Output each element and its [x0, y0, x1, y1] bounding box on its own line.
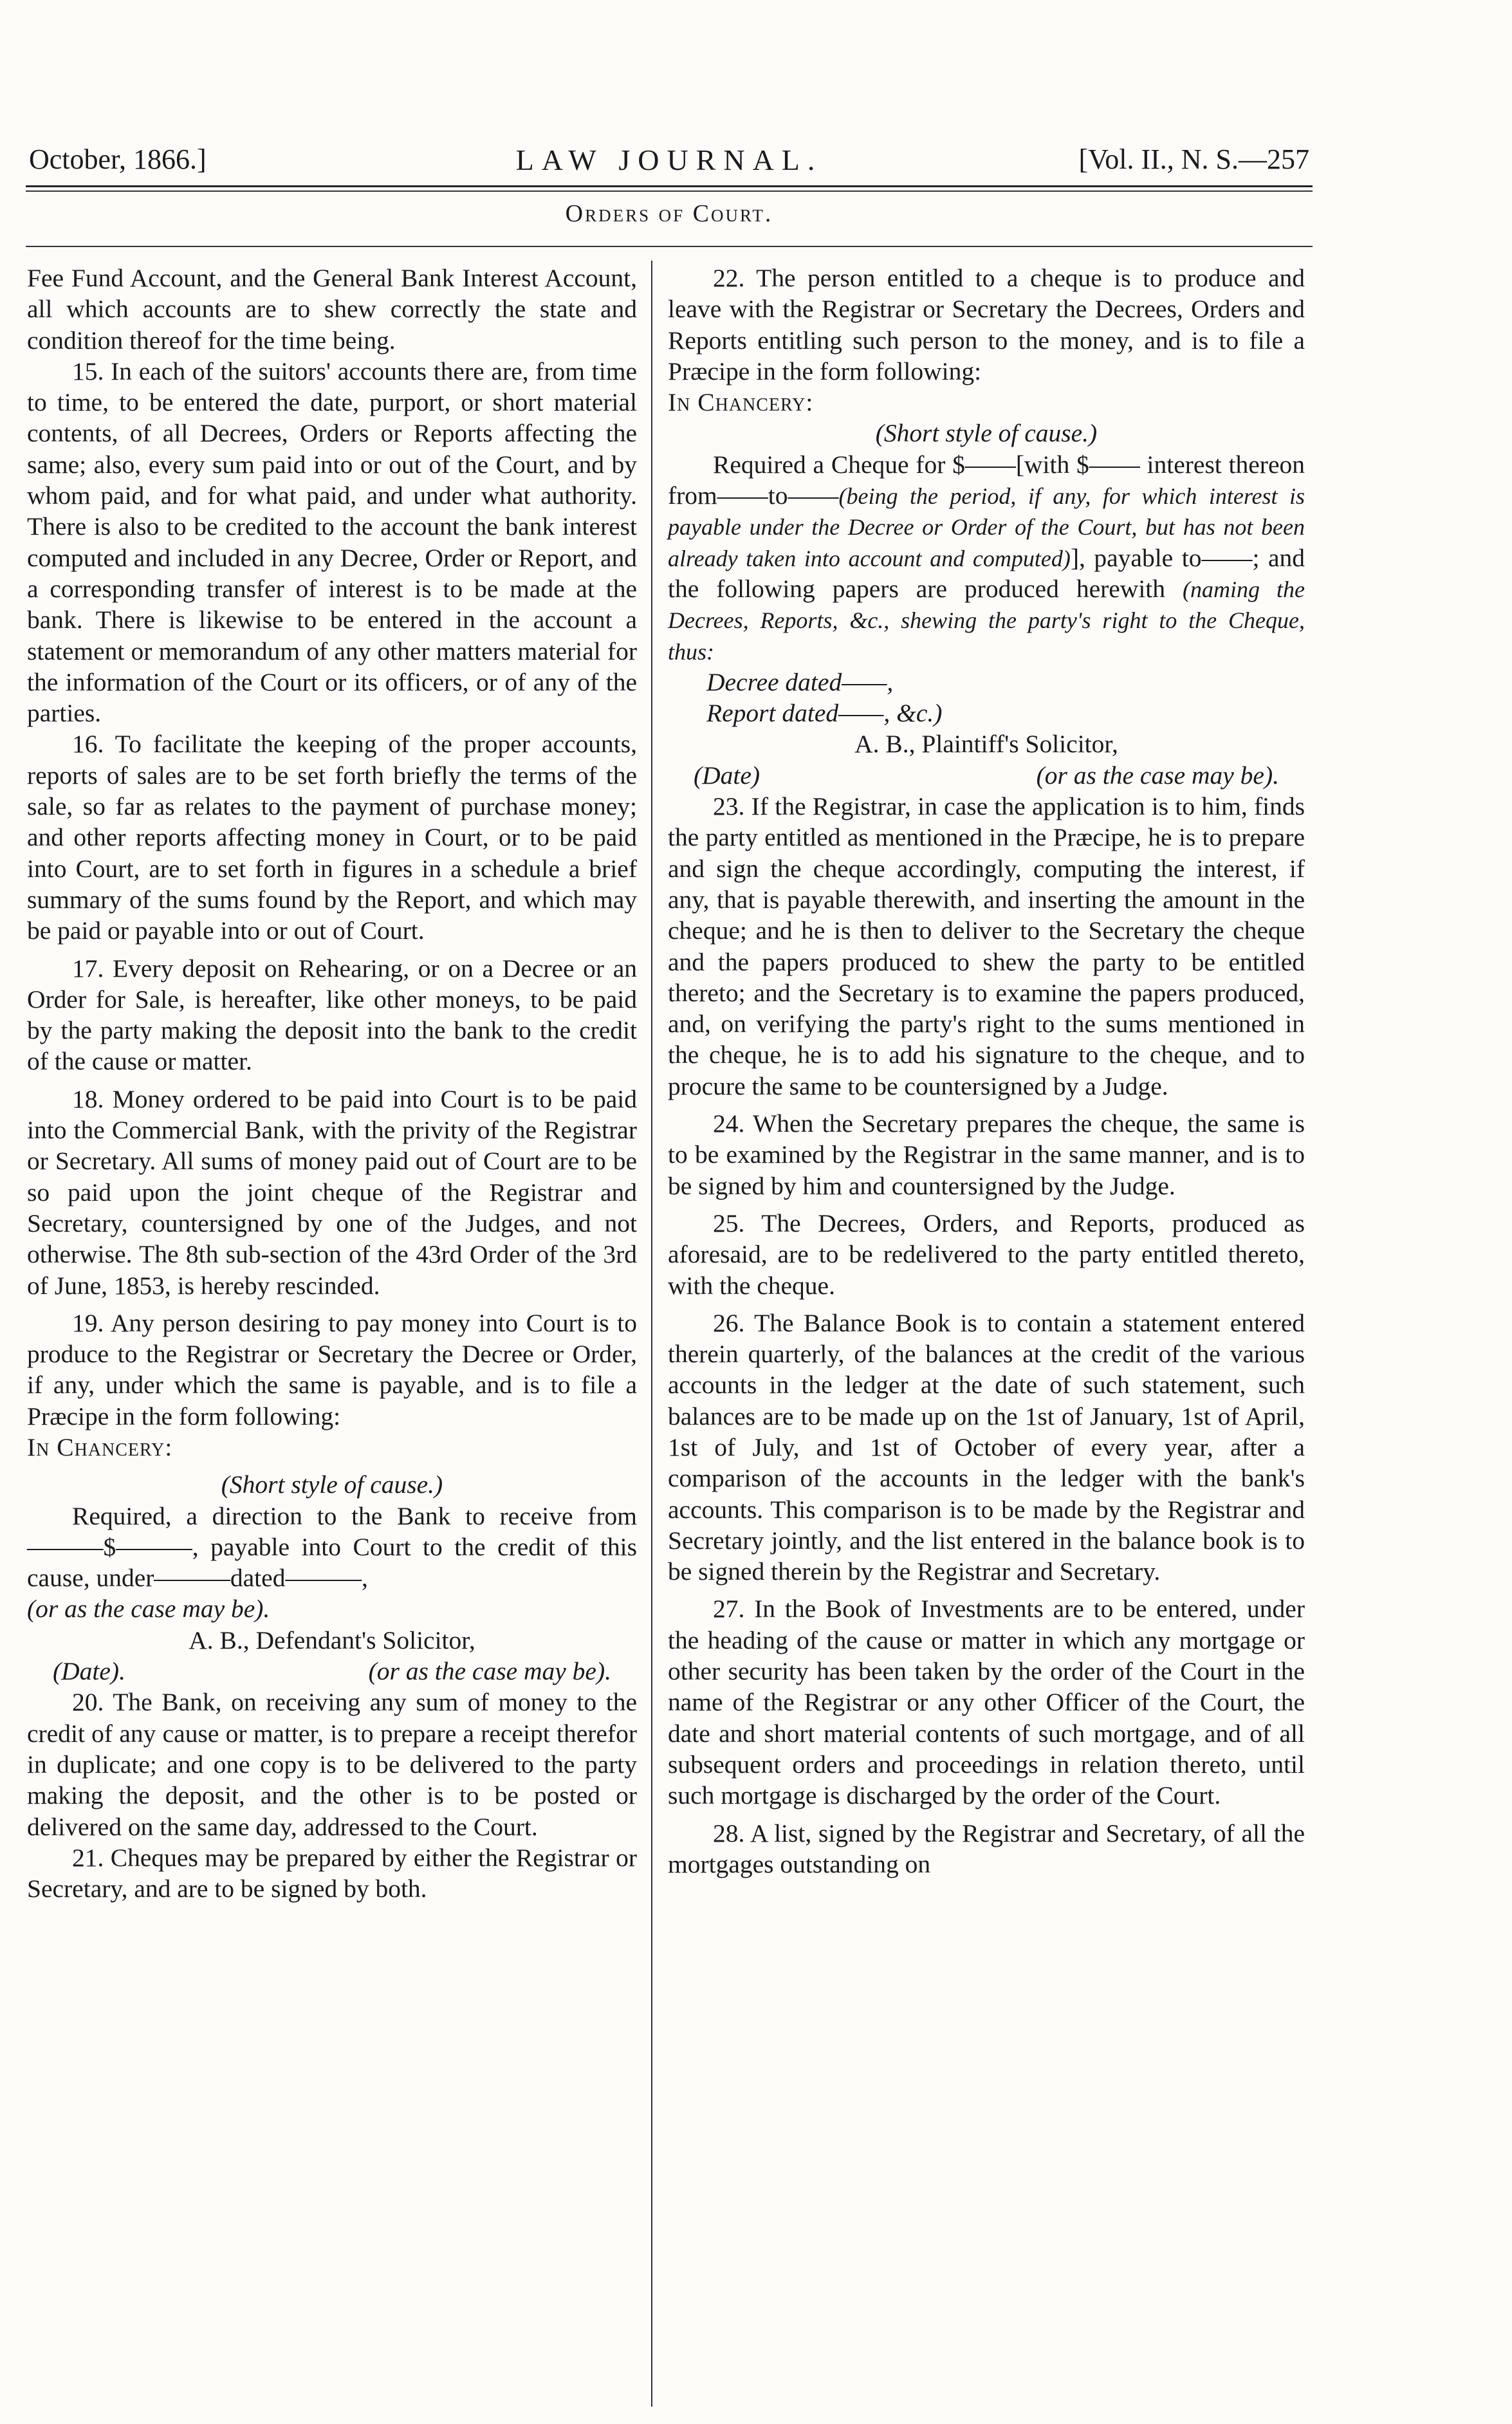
form-heading: In Chancery: — [27, 1432, 173, 1461]
form-note: (or as the case may be). — [27, 1595, 270, 1624]
paragraph-16: 16. To facilitate the keeping of the proper accounts, reports of sales are to be set forth briefly the terms of the sale, so far as relates to the payment of purchase money; and other reports affecting money in Court, or to be paid into Court, are to set forth in figures in a schedule a brief summary of the sums found by the Report, and which may be paid or payable into or out of Court. — [27, 730, 637, 945]
paragraph-23: 23. If the Registrar, in case the application is to him, finds the party entitled as mentioned in the Præcipe, he is to prepare and sign the cheque accordingly, computing the interest, if any, that is payable therewith, and inserting the amount in the cheque; and he is then to deliver to the Secretary the cheque and the papers produced to shew the party to be entitled thereto; and the Secretary is to examine the papers produced, and, on verifying the party's right to the sums mentioned in the cheque, he is to add his signature to the cheque, and to procure the same to be countersigned by a Judge. — [668, 792, 1305, 1100]
section-rule — [26, 246, 1313, 247]
form-decree-line: Decree dated——, — [706, 667, 894, 696]
form-style-of-cause: (Short style of cause.) — [221, 1470, 443, 1499]
paragraph-26: 26. The Balance Book is to contain a statement entered therein quarterly, of the balances at the credit of the various accounts in the ledger at the date of such statement, such balances are to be made up on the 1st of January, 1st of April, 1st of July, and 1st of October of every year, after a comparison of the accounts in the ledger with the bank's accounts. This comparison is to be made by the Registrar and Secretary jointly, and the list entered in the balance book is to be signed therein by the Registrar and Secretary. — [668, 1308, 1305, 1586]
right-column — [668, 263, 1305, 1880]
paragraph-28: 28. A list, signed by the Registrar and Secretary, of all the mortgages outstanding on — [668, 1818, 1305, 1878]
paragraph-21: 21. Cheques may be prepared by either the Registrar or Secretary, and are to be signed by both. — [27, 1843, 637, 1903]
form-body-italic: (being the period, if any, for which interest is payable under the Decree or Order of the Court, but has not been already taken into account and computed) — [668, 483, 1305, 571]
form-body-b: ], payable to——; and the following papers are produced herewith — [668, 543, 1305, 603]
form-body — [668, 449, 1305, 667]
form-date-row — [668, 760, 1305, 791]
form-body-a: Required a Cheque for $——[with $—— interest thereon from——to—— — [668, 450, 1305, 510]
column-divider — [651, 261, 652, 2407]
form-case: (or as the case may be). — [368, 1657, 611, 1686]
header-rule-thin — [26, 190, 1313, 192]
running-head — [29, 143, 1309, 181]
journal-title: LAW JOURNAL. — [515, 143, 823, 176]
paragraph-27: 27. In the Book of Investments are to be entered, under the heading of the cause or matter in which any mortgage or other security has been taken by the order of the Court in the name of the Registrar or any other Officer of the Court, the date and short material contents of such mortgage, and of all subsequent orders and proceedings in relation thereto, until such mortgage is discharged by the order of the Court. — [668, 1595, 1305, 1810]
form-date: (Date) — [694, 761, 761, 790]
form-body-italic2: (naming the Decrees, Reports, &c., shewing the party's right to the Cheque, thus: — [668, 576, 1305, 665]
form-case: (or as the case may be). — [1036, 761, 1279, 790]
issue-date: October, 1866.] — [29, 143, 207, 175]
paragraph-22: 22. The person entitled to a cheque is to produce and leave with the Registrar or Secretary the Decrees, Orders and Reports entitling such person to the money, and is to file a Præcipe in the form following: — [668, 264, 1305, 385]
header-rule — [26, 185, 1313, 187]
form-body: Required, a direction to the Bank to receive from———$———, payable into Court to the credit of this cause, under———dated———, — [27, 1501, 637, 1593]
paragraph-18: 18. Money ordered to be paid into Court is to be paid into the Commercial Bank, with the privity of the Registrar or Secretary. All sums of money paid out of Court are to be so paid upon the joint cheque of the Registrar and Secretary, countersigned by one of the Judges, and not otherwise. The 8th sub-section of the 43rd Order of the 3rd of June, 1853, is hereby rescinded. — [27, 1084, 637, 1300]
form-style-of-cause: (Short style of cause.) — [875, 419, 1098, 448]
paragraph-17: 17. Every deposit on Rehearing, or on a Decree or an Order for Sale, is hereafter, like other moneys, to be paid by the party making the deposit into the bank to the credit of the cause or matter. — [27, 954, 637, 1076]
form-report-line: Report dated——, &c.) — [706, 699, 943, 728]
section-title: Orders of Court. — [565, 200, 773, 227]
paragraph-15: 15. In each of the suitors' accounts there are, from time to time, to be entered the date, purport, or short material contents, of all Decrees, Orders or Reports affecting the same; also, every sum paid into or out of the Court, and by whom paid, and for what paid, and under what authority. There is also to be credited to the account the bank interest computed and included in any Decree, Order or Report, and a corresponding transfer of interest is to be made at the bank. There is likewise to be entered in the account a statement or memorandum of any other matters material for the information of the Court or its officers, or of any of the parties. — [27, 356, 637, 728]
paragraph-24: 24. When the Secretary prepares the cheque, the same is to be examined by the Registrar in the same manner, and is to be signed by him and countersigned by the Judge. — [668, 1109, 1305, 1200]
paragraph-19: 19. Any person desiring to pay money into Court is to produce to the Registrar or Secretary the Decree or Order, if any, under which the same is payable, and is to file a Præcipe in the form following: — [27, 1308, 637, 1430]
form-signature: A. B., Plaintiff's Solicitor, — [854, 730, 1118, 759]
form-heading: In Chancery: — [668, 388, 814, 417]
paragraph-25: 25. The Decrees, Orders, and Reports, produced as aforesaid, are to be redelivered to the party entitled thereto, with the cheque. — [668, 1208, 1305, 1300]
paragraph-20: 20. The Bank, on receiving any sum of money to the credit of any cause or matter, is to prepare a receipt therefor in duplicate; and one copy is to be delivered to the party making the deposit, and the other is to be posted or delivered on the same day, addressed to the Court. — [27, 1688, 637, 1841]
volume-page: [Vol. II., N. S.—257 — [1078, 143, 1309, 175]
form-date: (Date). — [53, 1657, 125, 1686]
form-signature: A. B., Defendant's Solicitor, — [189, 1625, 475, 1654]
form-date-row — [27, 1656, 637, 1687]
left-column — [27, 263, 637, 1904]
paragraph-continued: Fee Fund Account, and the General Bank Interest Account, all which accounts are to shew correctly the state and condition thereof for the time being. — [27, 264, 637, 355]
